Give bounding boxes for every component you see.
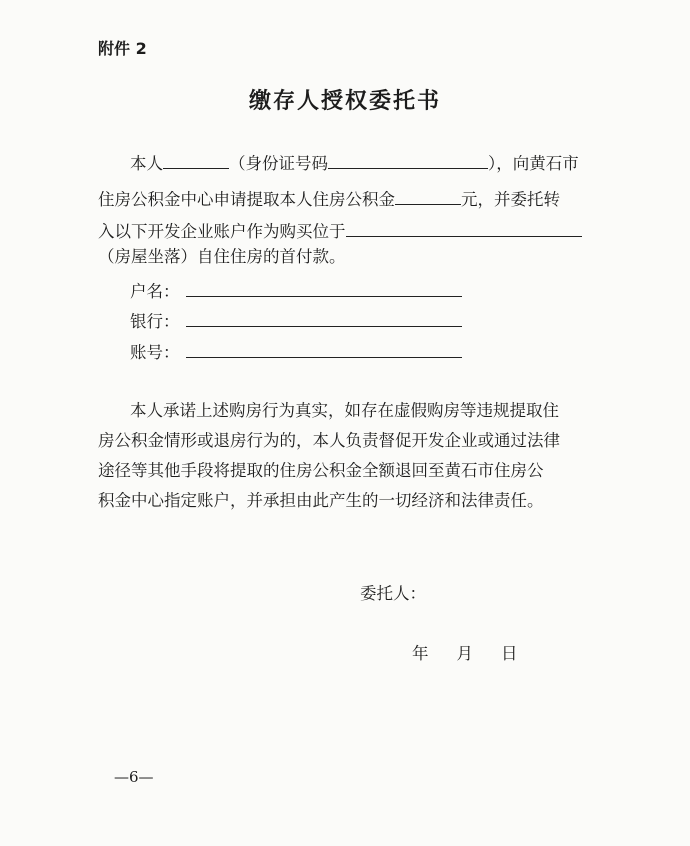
paragraph-1-line-1 [130,152,610,175]
paragraph-2-line-3: 途径等其他手段将提取的住房公积金全额退回至黄石市住房公 [98,461,544,480]
amount-blank [395,188,461,205]
text-segment: 住房公积金中心申请提取本人住房公积金 [98,190,395,209]
text-segment: 本人 [130,154,163,173]
bank-blank [186,310,462,327]
paragraph-2-line-4: 积金中心指定账户，并承担由此产生的一切经济和法律责任。 [98,491,544,510]
account-name-label: 户名： [130,282,180,301]
id-number-blank [328,152,488,169]
month-label: 月 [456,644,473,663]
paragraph-2-line-2: 房公积金情形或退房行为的，本人负责督促开发企业或通过法律 [98,431,560,450]
text-segment: 入以下开发企业账户作为购买位于 [98,222,346,241]
principal-signature-label: 委托人： [360,584,426,603]
paragraph-1-line-4 [98,246,610,268]
paragraph-2-line-1: 本人承诺上述购房行为真实，如存在虚假购房等违规提取住 [130,401,559,420]
paragraph-1-line-2 [98,188,610,211]
bank-row [130,310,462,333]
text-segment: ），向黄石市 [488,154,579,173]
day-label: 日 [501,644,518,663]
account-number-label: 账号： [130,343,180,362]
account-name-blank [186,280,462,297]
attachment-label: 附件 2 [98,39,147,58]
account-name-row [130,280,462,303]
account-number-blank [186,341,462,358]
page-number: —6— [114,768,154,786]
paragraph-1-line-3 [98,220,610,243]
bank-label: 银行： [130,312,180,331]
text-segment: 元，并委托转 [461,190,560,209]
property-location-blank [346,220,582,237]
text-segment: （身份证号码 [229,154,328,173]
account-number-row [130,341,462,364]
name-blank [163,152,229,169]
year-label: 年 [412,644,429,663]
text-segment: （房屋坐落）自住住房的首付款。 [98,247,346,266]
page-title: 缴存人授权委托书 [248,88,441,114]
date-line [412,640,546,664]
